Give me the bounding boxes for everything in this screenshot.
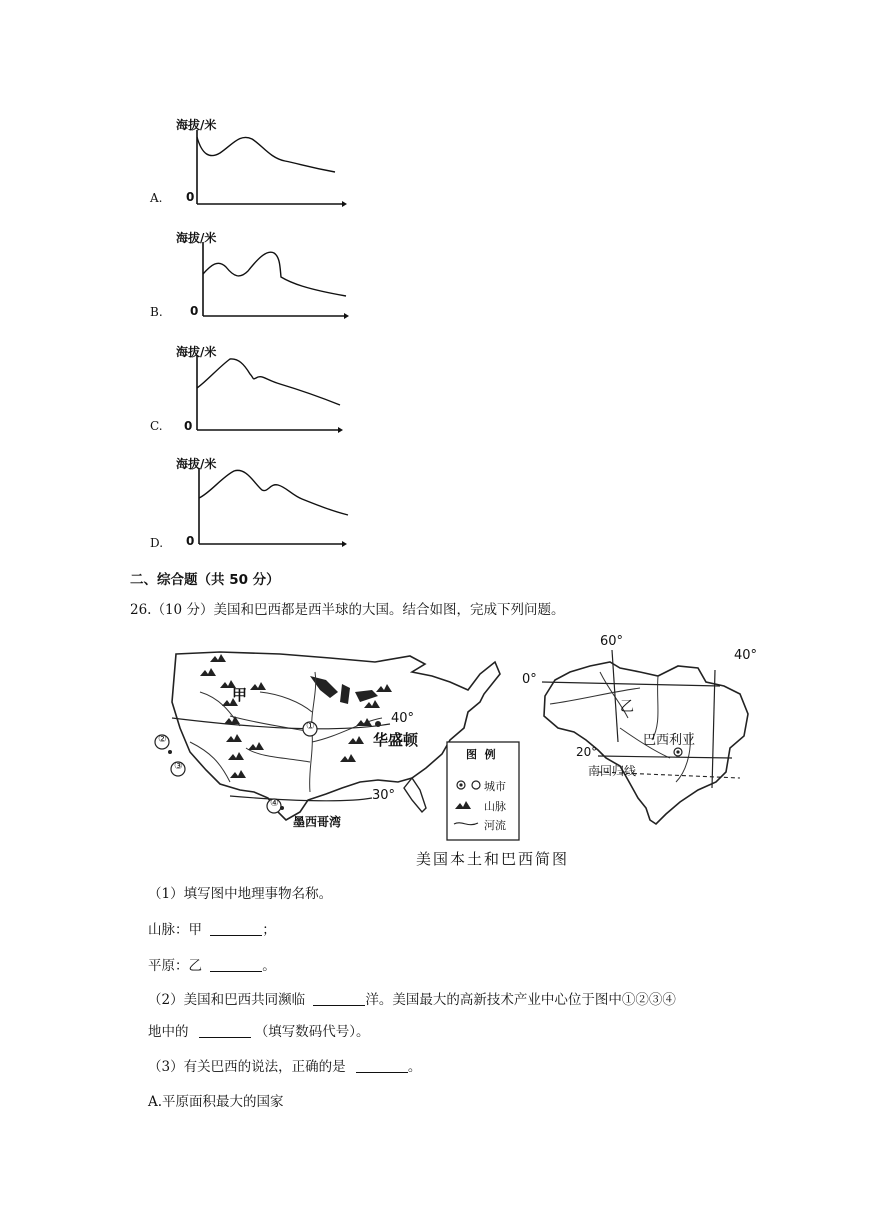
label-lon40: 40° [734,648,758,663]
option-letter-b: B. [150,305,163,319]
q3-suffix: 。 [407,1059,422,1075]
label-lat0: 0° [522,672,537,687]
option-letter-d: D. [150,536,164,550]
section-title: 二、综合题（共 50 分） [130,572,280,588]
lat0-line [542,682,720,686]
label-washington: 华盛顿 [373,731,419,749]
elevation-profile-d [192,463,352,551]
legend-city-label: 城市 [484,780,506,793]
y-axis-label: 海拔/米 [176,118,217,132]
label-circle-2: ② [158,734,167,745]
label-tropic: 南回归线 [588,764,637,778]
elevation-profile-c [190,350,350,436]
zero-label: 0 [190,304,199,318]
label-circle-1: ① [306,721,315,732]
option-letter-a: A. [150,191,163,205]
label-jia: 甲 [232,686,248,704]
y-axis-label: 海拔/米 [176,345,217,359]
q2-line2 [148,1022,370,1042]
legend-river-label: 河流 [484,819,506,832]
lon60-line [612,650,618,742]
q1-text: （1）填写图中地理事物名称。 [148,886,333,902]
label-yi: 乙 [620,699,634,715]
blank-plain[interactable] [210,957,262,972]
q1-mountain-suffix: ； [262,922,276,938]
legend-title: 图 例 [466,748,496,761]
great-lakes [310,676,378,704]
lat30-line [230,796,372,801]
q1-plain-prefix: 平原：乙 [148,958,202,974]
option-letter-c: C. [150,419,163,433]
q1-mountain-line [148,920,276,940]
q3-prefix: （3）有关巴西的说法，正确的是 [148,1059,346,1075]
zero-label: 0 [184,419,193,433]
florida [404,778,426,812]
blank-mountain[interactable] [210,921,262,936]
figure-caption: 美国本土和巴西简图 [416,850,570,868]
q2-part2: 洋。美国最大的高新技术产业中心位于图中①②③④ [365,992,676,1008]
legend-mountain-label: 山脉 [484,800,506,813]
blank-number[interactable] [199,1023,251,1038]
label-lon60: 60° [600,634,624,649]
zero-label: 0 [186,190,195,204]
q1-mountain-prefix: 山脉：甲 [148,922,202,938]
y-axis-label: 海拔/米 [176,457,217,471]
lat40-line [172,718,390,729]
label-lat30: 30° [372,788,396,803]
y-axis-label: 海拔/米 [176,231,217,245]
elevation-profile-a [190,125,350,211]
washington-dot [375,721,381,727]
label-brasilia: 巴西利亚 [643,733,696,748]
question-stem: 26.（10 分）美国和巴西都是西半球的大国。结合如图，完成下列问题。 [130,602,565,618]
q2-line2-suffix: （填写数码代号）。 [254,1024,370,1040]
elevation-profile-b [196,237,356,323]
lon40-line [712,670,715,788]
map-figure [150,632,758,872]
q3-option-a: A.平原面积最大的国家 [148,1094,284,1110]
blank-q3[interactable] [356,1058,408,1073]
blank-ocean[interactable] [313,991,365,1006]
label-lat40: 40° [391,711,415,726]
q1-plain-line [148,956,276,976]
label-circle-3: ③ [174,761,183,772]
label-circle-4: ④ [270,798,279,809]
lat20-line [598,756,732,758]
q2-part1: （2）美国和巴西共同濒临 [148,992,306,1008]
q2-line1 [148,990,676,1010]
map-figure-svg [150,632,758,872]
q3-line [148,1057,421,1077]
q1-plain-suffix: 。 [262,958,276,974]
label-gulf: 墨西哥湾 [293,815,342,829]
q2-line2-prefix: 地中的 [148,1024,189,1040]
label-lat20: 20° [576,745,598,759]
zero-label: 0 [186,534,195,548]
